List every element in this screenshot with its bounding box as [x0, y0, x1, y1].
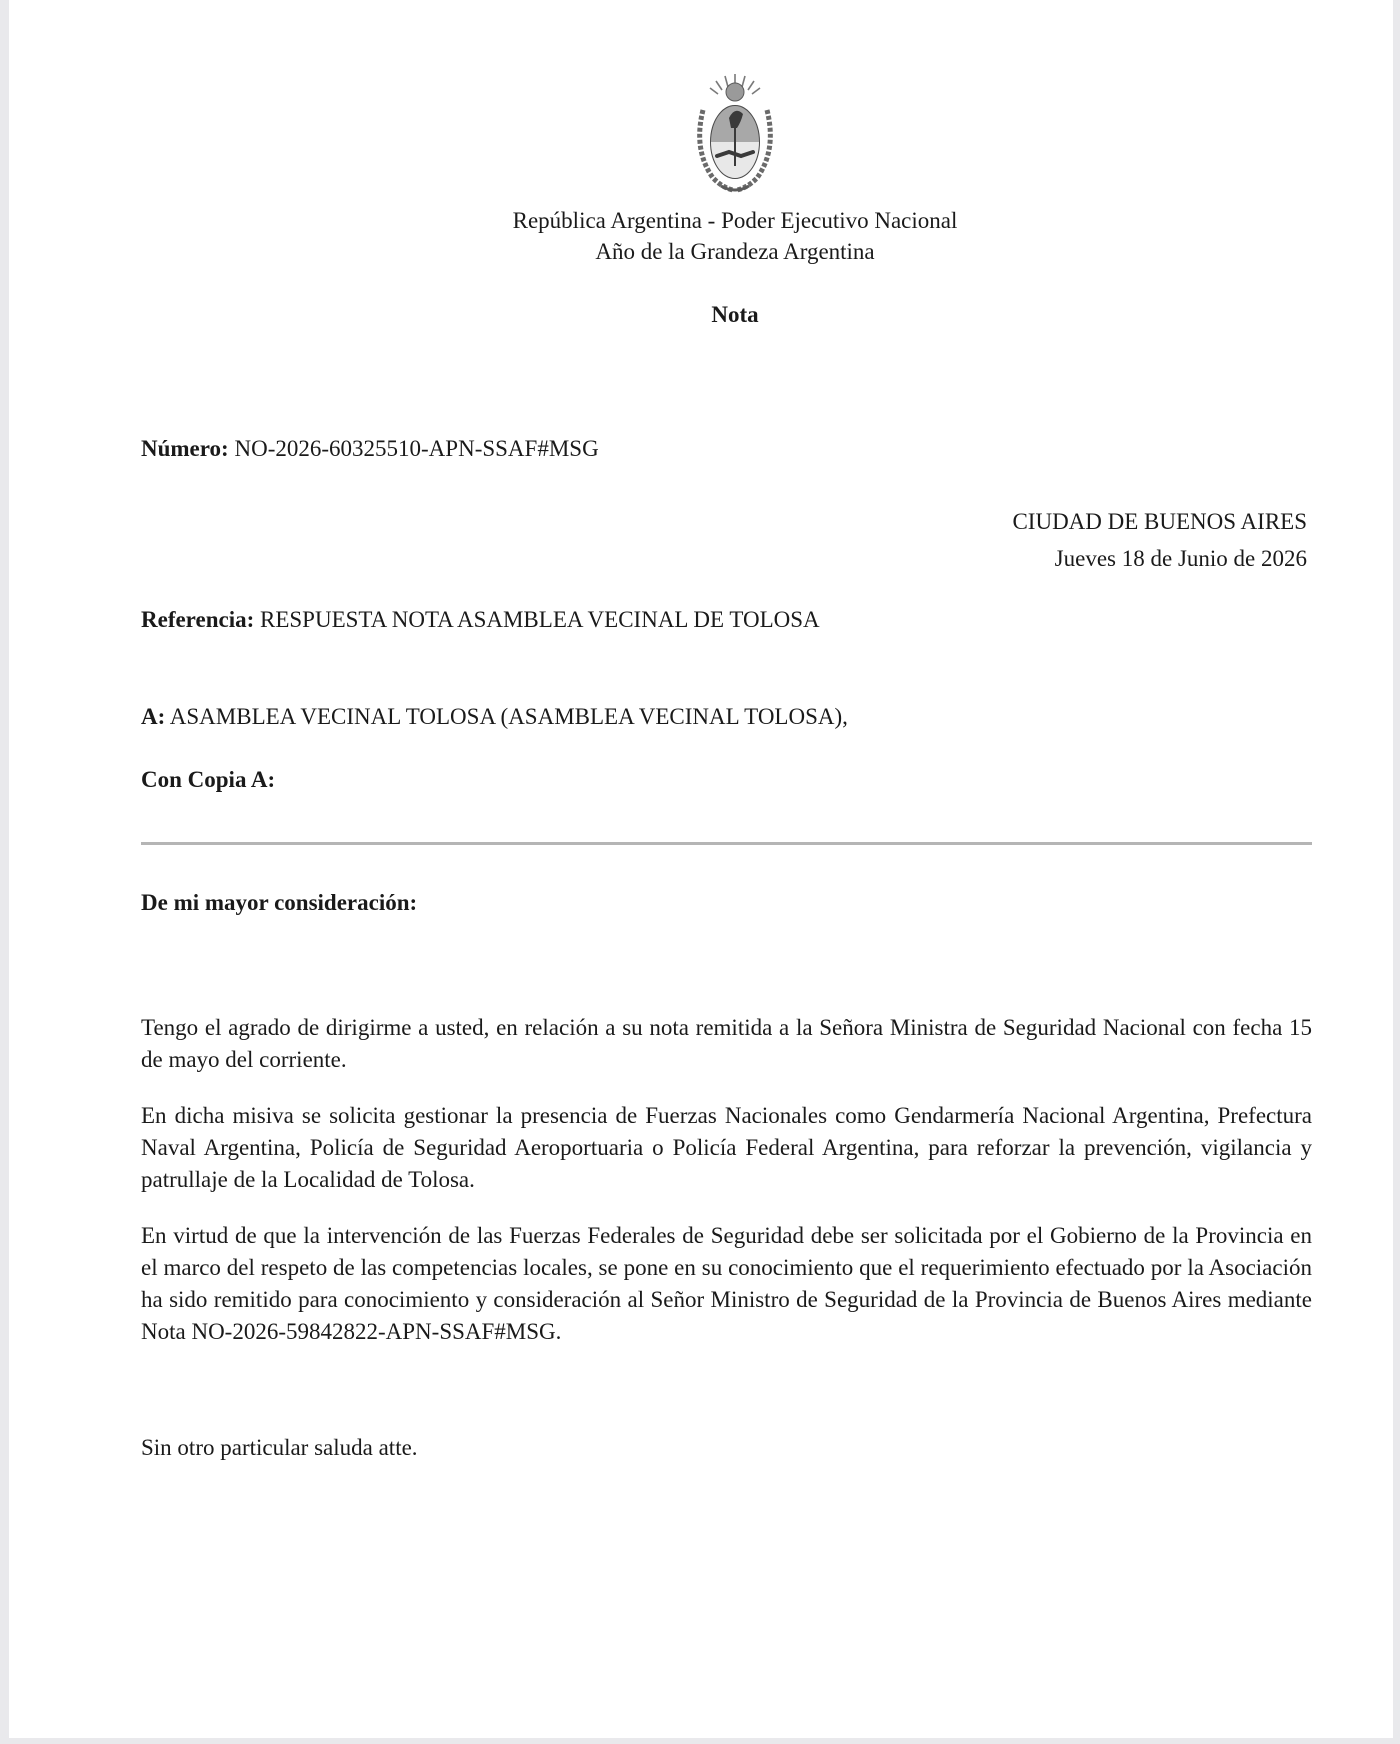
closing-text: Sin otro particular saluda atte. — [141, 1435, 418, 1460]
numero-value: NO-2026-60325510-APN-SSAF#MSG — [234, 436, 599, 461]
document-type-title: Nota — [711, 302, 759, 327]
copia-field — [141, 765, 275, 795]
destinatario-value: ASAMBLEA VECINAL TOLOSA (ASAMBLEA VECINAL TOLOSA), — [169, 704, 848, 729]
destinatario-field — [141, 702, 848, 732]
destinatario-label: A: — [141, 704, 166, 729]
numero-label: Número: — [141, 436, 229, 461]
referencia-field — [141, 605, 820, 635]
header-line-1: República Argentina - Poder Ejecutivo Nacional — [512, 208, 958, 233]
argentina-coat-of-arms-icon — [689, 70, 781, 200]
copia-label: Con Copia A: — [141, 767, 276, 792]
document-page — [9, 0, 1393, 1738]
place-text: CIUDAD DE BUENOS AIRES — [1012, 509, 1307, 534]
body-text — [141, 1012, 1312, 1372]
body-paragraph-1: Tengo el agrado de dirigirme a usted, en relación a su nota remitida a la Señora Ministra de Seguridad Nacional con fecha 15 de mayo del corriente. — [141, 1015, 1312, 1072]
place-date-block — [1012, 503, 1307, 577]
referencia-label: Referencia: — [141, 607, 255, 632]
date-text: Jueves 18 de Junio de 2026 — [1054, 546, 1307, 571]
body-paragraph-3: En virtud de que la intervención de las Fuerzas Federales de Seguridad debe ser solicitada por el Gobierno de la Provincia en el marco del respeto de las competencias locales, se pone en su conocimiento que el requerimiento efectuado por la Asociación ha sido remitido para conocimiento y consideración al Señor Ministro de Seguridad de la Provincia de Buenos Aires mediante Nota NO-2026-59842822-APN-SSAF#MSG. — [141, 1223, 1312, 1344]
numero-field — [141, 434, 599, 464]
section-divider — [141, 842, 1312, 845]
header-line-2: Año de la Grandeza Argentina — [595, 239, 875, 264]
greeting-text: De mi mayor consideración: — [141, 890, 418, 915]
referencia-value: RESPUESTA NOTA ASAMBLEA VECINAL DE TOLOSA — [260, 607, 820, 632]
body-paragraph-2: En dicha misiva se solicita gestionar la presencia de Fuerzas Nacionales como Gendarmería Nacional Argentina, Prefectura Naval Argentina, Policía de Seguridad Aeroportuaria o Policía Federal Argentina, para reforzar la prevención, vigilancia y patrullaje de la Localidad de Tolosa. — [141, 1103, 1312, 1192]
